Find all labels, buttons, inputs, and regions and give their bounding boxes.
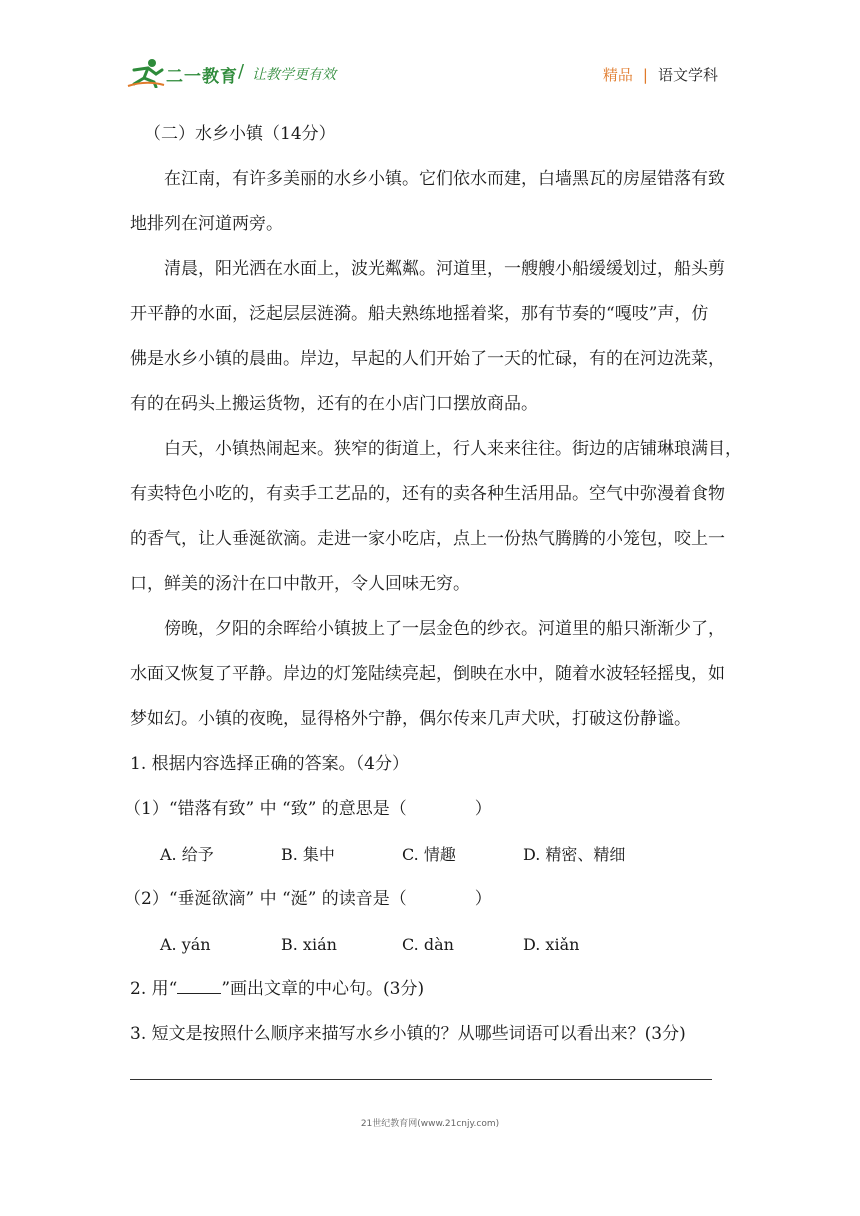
paragraph-line: 白天，小镇热闹起来。狭窄的街道上，行人来来往往。街边的店铺琳琅满目， — [164, 439, 742, 459]
paragraph-line: 有的在码头上搬运货物，还有的在小店门口摆放商品。 — [130, 394, 538, 414]
paragraph-line: 清晨，阳光洒在水面上，波光粼粼。河道里，一艘艘小船缓缓划过，船头剪 — [164, 259, 725, 279]
question-1-1: （1）“错落有致” 中 “致” 的意思是（ ） — [124, 799, 492, 819]
option-c: C. 情趣 — [402, 845, 456, 864]
paragraph-line: 有卖特色小吃的，有卖手工艺品的，还有的卖各种生活用品。空气中弥漫着食物 — [130, 484, 725, 504]
page-header — [0, 0, 860, 110]
section-title: （二）水乡小镇（14分） — [144, 124, 336, 144]
question-2 — [130, 967, 730, 1012]
paragraph — [130, 247, 730, 427]
paragraph — [130, 427, 742, 607]
answer-line[interactable] — [130, 1079, 712, 1080]
header-tags — [603, 64, 718, 85]
paragraph-line: 佛是水乡小镇的晨曲。岸边，早起的人们开始了一天的忙碌，有的在河边洗菜， — [130, 349, 725, 369]
option-c: C. dàn — [402, 935, 454, 954]
subject-tag: 语文学科 — [657, 66, 718, 84]
tag-separator: | — [642, 65, 648, 84]
question-2-suffix: ”画出文章的中心句。(3分) — [221, 979, 425, 999]
paragraph-line: 在江南，有许多美丽的水乡小镇。它们依水而建，白墙黑瓦的房屋错落有致 — [164, 169, 725, 189]
paragraph — [130, 157, 730, 247]
paragraph-line: 开平静的水面，泛起层层涟漪。船夫熟练地摇着桨，那有节奏的“嘎吱”声，仿 — [130, 304, 709, 324]
logo-slogan: 让教学更有效 — [252, 67, 336, 83]
paragraph-line: 的香气，让人垂涎欲滴。走进一家小吃店，点上一份热气腾腾的小笼包，咬上一 — [130, 529, 725, 549]
paragraph-line: 口，鲜美的汤汁在口中散开，令人回味无穷。 — [130, 574, 470, 594]
runner-logo-icon — [126, 58, 166, 88]
brand-logo — [126, 58, 356, 92]
option-b: B. 集中 — [281, 845, 335, 864]
question-1-2-options — [130, 922, 730, 967]
paragraph-line: 傍晚，夕阳的余晖给小镇披上了一层金色的纱衣。河道里的船只渐渐少了， — [164, 619, 725, 639]
question-1-1-options — [130, 832, 730, 877]
question-2-prefix: 2. 用“ — [130, 979, 178, 999]
paragraph — [130, 607, 730, 742]
logo-divider: / — [238, 61, 245, 82]
page-footer: 21世纪教育网(www.21cnjy.com) — [360, 1119, 500, 1129]
question-1: 1. 根据内容选择正确的答案。（4分） — [130, 754, 409, 774]
paragraph-line: 水面又恢复了平静。岸边的灯笼陆续亮起，倒映在水中，随着水波轻轻摇曳，如 — [130, 664, 725, 684]
paragraph-line: 梦如幻。小镇的夜晚，显得格外宁静，偶尔传来几声犬吠，打破这份静谧。 — [130, 709, 691, 729]
paragraph-line: 地排列在河道两旁。 — [130, 214, 283, 234]
underline-mark — [177, 979, 221, 994]
option-a: A. 给予 — [160, 845, 214, 864]
option-b: B. xián — [281, 935, 337, 954]
option-a: A. yán — [160, 935, 211, 954]
question-1-2: （2）“垂涎欲滴” 中 “涎” 的读音是（ ） — [124, 889, 492, 909]
document-body — [124, 112, 742, 1057]
logo-text: 二一教育 — [166, 67, 238, 87]
option-d: D. 精密、精细 — [523, 845, 626, 864]
option-d: D. xiǎn — [523, 935, 580, 954]
premium-tag: 精品 — [602, 66, 633, 84]
question-3: 3. 短文是按照什么顺序来描写水乡小镇的？从哪些词语可以看出来？(3分) — [130, 1024, 686, 1044]
